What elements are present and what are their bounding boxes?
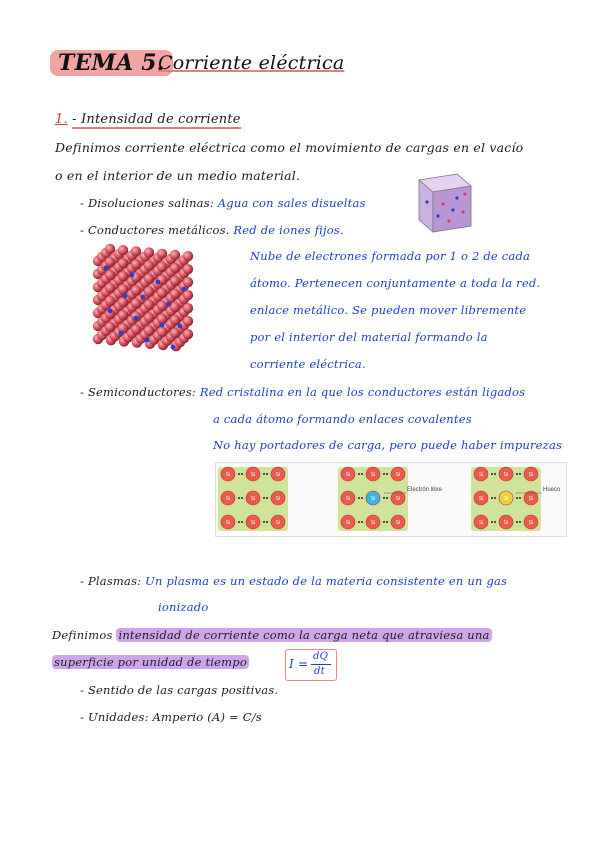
lattice-ion xyxy=(118,245,128,255)
semiconductores-line-3: No hay portadores de carga, pero puede haber impurezas xyxy=(213,438,563,452)
lattice-ion xyxy=(170,315,180,325)
atom-symbol: Si xyxy=(275,520,281,526)
definition-line-1 xyxy=(52,628,492,642)
section-number: 1. xyxy=(55,112,68,127)
lattice-ion xyxy=(144,325,154,335)
current-formula xyxy=(285,649,337,681)
bond-electron xyxy=(386,497,388,499)
lattice-ion xyxy=(183,264,193,274)
conductores-row xyxy=(80,223,344,237)
atom-symbol: Si xyxy=(528,496,534,502)
section-title: - Intensidad de corriente xyxy=(72,112,241,127)
lattice-ion xyxy=(144,299,154,309)
lattice-ion xyxy=(144,312,154,322)
atom-symbol: Si xyxy=(528,520,534,526)
bond-electron xyxy=(519,521,521,523)
bond-electron xyxy=(238,473,240,475)
bond-electron xyxy=(383,497,385,499)
plasmas-label: - Plasmas: xyxy=(80,574,142,588)
atom-symbol: Si xyxy=(275,496,281,502)
bond-electron xyxy=(266,473,268,475)
section-heading xyxy=(55,112,241,127)
atom-symbol: Si xyxy=(503,472,509,478)
lattice-ion xyxy=(157,327,167,337)
bond-electron xyxy=(519,473,521,475)
lattice-ion xyxy=(105,296,115,306)
atom-symbol: Si xyxy=(225,520,231,526)
bond-electron xyxy=(519,497,521,499)
unidades-line: - Unidades: Amperio (A) = C/s xyxy=(80,710,262,724)
bond-electron xyxy=(383,521,385,523)
lattice-ion xyxy=(144,247,154,257)
lattice-ion xyxy=(183,277,193,287)
plasmas-row xyxy=(80,574,507,588)
lattice-ion xyxy=(131,259,141,269)
plasmas-line-2: ionizado xyxy=(158,600,209,614)
atom-symbol: Si xyxy=(370,496,376,502)
bond-electron xyxy=(358,521,360,523)
definition-highlight-1: intensidad de corriente como la carga neta que atraviesa una xyxy=(118,628,490,642)
free-electron xyxy=(134,316,139,321)
free-electron xyxy=(178,324,183,329)
conductores-label: - Conductores metálicos. xyxy=(80,223,230,237)
bond-electron xyxy=(241,497,243,499)
atom-symbol: Si xyxy=(528,472,534,478)
lattice-ion xyxy=(170,328,180,338)
bond-electron xyxy=(241,521,243,523)
lattice-ion xyxy=(183,329,193,339)
bond-electron xyxy=(266,497,268,499)
free-electron xyxy=(108,309,113,314)
atom-symbol: Si xyxy=(345,520,351,526)
bond-electron xyxy=(358,473,360,475)
atom-symbol: Si xyxy=(503,520,509,526)
nube-line-2: átomo. Pertenecen conjuntamente a toda la red. xyxy=(250,276,541,290)
disoluciones-row xyxy=(80,196,366,210)
lattice-ion xyxy=(170,250,180,260)
lattice-ion xyxy=(131,246,141,256)
nube-line-4: por el interior del material formando la xyxy=(250,330,488,344)
bond-electron xyxy=(491,473,493,475)
lattice-ion xyxy=(105,322,115,332)
page-title: Corriente eléctrica xyxy=(158,52,345,74)
definition-line-2 xyxy=(52,655,249,669)
nube-line-1: Nube de electrones formada por 1 o 2 de cada xyxy=(250,249,531,263)
lattice-ion xyxy=(170,276,180,286)
semiconductores-row xyxy=(80,385,525,399)
lattice-ion xyxy=(131,285,141,295)
atom-symbol: Si xyxy=(250,520,256,526)
bond-electron xyxy=(361,497,363,499)
free-electron xyxy=(130,273,135,278)
hueco-label: Hueco xyxy=(543,487,561,493)
metal-lattice-image xyxy=(86,243,206,366)
definition-prefix: Definimos xyxy=(52,628,113,642)
solution-cube-image xyxy=(413,166,475,234)
atom-symbol: Si xyxy=(250,472,256,478)
lattice-ion xyxy=(157,249,167,259)
formula-numerator: dQ xyxy=(313,651,328,662)
lattice-ion xyxy=(170,289,180,299)
atom-symbol: Si xyxy=(478,472,484,478)
atom-symbol: Si xyxy=(370,472,376,478)
bond-electron xyxy=(238,521,240,523)
lattice-ion xyxy=(157,314,167,324)
free-electron xyxy=(104,266,109,271)
atom-symbol: Si xyxy=(503,496,509,502)
bond-electron xyxy=(494,473,496,475)
bond-electron xyxy=(491,497,493,499)
bond-electron xyxy=(494,497,496,499)
conductores-value: Red de iones fijos. xyxy=(233,223,344,237)
lattice-ion xyxy=(144,273,154,283)
atom-symbol: Si xyxy=(395,472,401,478)
lattice-ion xyxy=(118,310,128,320)
lattice-ion xyxy=(118,271,128,281)
bond-electron xyxy=(241,473,243,475)
sentido-line: - Sentido de las cargas positivas. xyxy=(80,683,279,697)
free-electron xyxy=(145,338,150,343)
bond-electron xyxy=(361,521,363,523)
semiconductores-label: - Semiconductores: xyxy=(80,385,197,399)
bond-electron xyxy=(516,473,518,475)
definition-highlight-2: superficie por unidad de tiempo xyxy=(54,655,247,669)
atom-symbol: Si xyxy=(225,472,231,478)
free-electron xyxy=(123,294,128,299)
lattice-ion xyxy=(183,290,193,300)
bond-electron xyxy=(516,497,518,499)
atom-symbol: Si xyxy=(275,472,281,478)
semiconductores-line-2: a cada átomo formando enlaces covalentes xyxy=(213,412,472,426)
atom-symbol: Si xyxy=(370,520,376,526)
bond-electron xyxy=(361,473,363,475)
bond-electron xyxy=(358,497,360,499)
lattice-ion xyxy=(157,262,167,272)
free-electron xyxy=(182,287,187,292)
electron-libre-label: Electrón libre xyxy=(407,487,443,493)
formula-fraction-bar xyxy=(311,664,331,665)
atom-symbol: Si xyxy=(225,496,231,502)
free-electron xyxy=(119,331,124,336)
lattice-ion xyxy=(131,298,141,308)
bond-electron xyxy=(263,497,265,499)
free-electron xyxy=(167,302,172,307)
atom-symbol: Si xyxy=(395,496,401,502)
bond-electron xyxy=(491,521,493,523)
free-electron xyxy=(141,295,146,300)
free-electron xyxy=(156,280,161,285)
lattice-ion xyxy=(144,260,154,270)
formula-i: I = xyxy=(289,657,309,671)
lattice-ion xyxy=(105,283,115,293)
bond-electron xyxy=(386,521,388,523)
semiconductores-line-1: Red cristalina en la que los conductores están ligados xyxy=(199,385,526,399)
formula-denominator: dt xyxy=(314,666,325,677)
lattice-ion xyxy=(118,284,128,294)
atom-symbol: Si xyxy=(395,520,401,526)
lattice-ion xyxy=(183,303,193,313)
nube-line-3: enlace metálico. Se pueden mover libremente xyxy=(250,303,527,317)
bond-electron xyxy=(263,521,265,523)
disoluciones-value: Agua con sales disueltas xyxy=(217,196,366,210)
semiconductor-lattice-figure xyxy=(215,462,567,537)
atom-symbol: Si xyxy=(250,496,256,502)
lattice-ion xyxy=(157,288,167,298)
bond-electron xyxy=(494,521,496,523)
bond-electron xyxy=(266,521,268,523)
lattice-ion xyxy=(170,302,180,312)
lattice-ion xyxy=(118,258,128,268)
lattice-ion xyxy=(131,324,141,334)
plasmas-line-1: Un plasma es un estado de la materia consistente en un gas xyxy=(145,574,508,588)
tema-label: TEMA 5. xyxy=(50,50,173,76)
free-electron xyxy=(171,345,176,350)
bond-electron xyxy=(263,473,265,475)
lattice-ion xyxy=(183,251,193,261)
lattice-ion xyxy=(118,297,128,307)
bond-electron xyxy=(383,473,385,475)
lattice-ion xyxy=(157,301,167,311)
lattice-ion xyxy=(105,270,115,280)
atom-symbol: Si xyxy=(345,496,351,502)
lattice-ion xyxy=(144,286,154,296)
nube-line-5: corriente eléctrica. xyxy=(250,357,366,371)
lattice-ion xyxy=(183,316,193,326)
disoluciones-label: - Disoluciones salinas: xyxy=(80,196,214,210)
text-line-1: Definimos corriente eléctrica como el movimiento de cargas en el vacío xyxy=(55,140,524,155)
text-line-2: o en el interior de un medio material. xyxy=(55,168,301,183)
bond-electron xyxy=(516,521,518,523)
bond-electron xyxy=(238,497,240,499)
bond-electron xyxy=(386,473,388,475)
lattice-ion xyxy=(170,263,180,273)
lattice-ion xyxy=(105,244,115,254)
free-electron xyxy=(160,323,165,328)
atom-symbol: Si xyxy=(345,472,351,478)
atom-symbol: Si xyxy=(478,520,484,526)
atom-symbol: Si xyxy=(478,496,484,502)
